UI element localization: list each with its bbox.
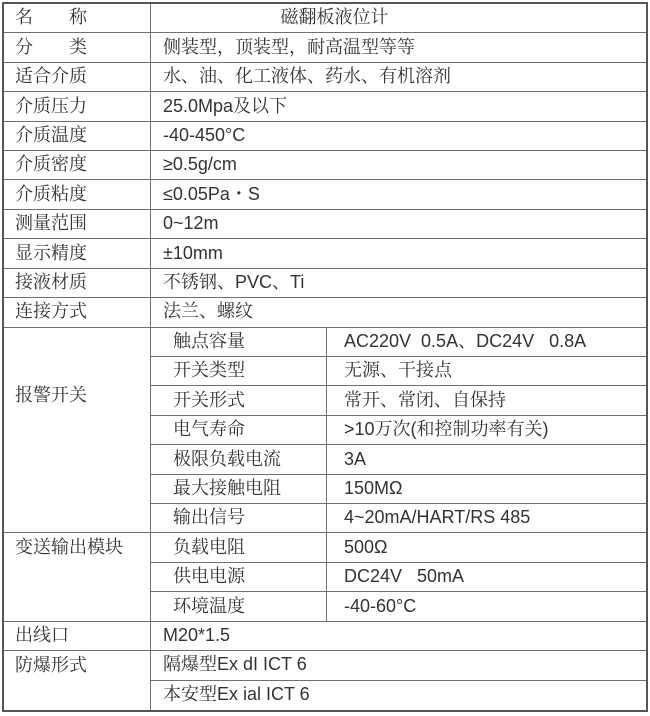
load-resistance-value: 500Ω <box>326 533 646 562</box>
name-label: 名 称 <box>4 4 150 33</box>
switch-type-label: 开关类型 <box>150 357 326 386</box>
display-accuracy-value: ±10mm <box>150 239 646 268</box>
intrinsically-safe-type-value: 本安型Ex ial ICT 6 <box>150 681 646 710</box>
output-signal-label: 输出信号 <box>150 504 326 533</box>
medium-density-value: ≥0.5g/cm <box>150 151 646 180</box>
switch-form-label: 开关形式 <box>150 386 326 415</box>
medium-temperature-label: 介质温度 <box>4 122 150 151</box>
category-value: 侧装型，顶装型，耐高温型等等 <box>150 33 646 62</box>
load-resistance-label: 负载电阻 <box>150 533 326 562</box>
power-supply-label: 供电电源 <box>150 563 326 592</box>
medium-pressure-label: 介质压力 <box>4 92 150 121</box>
category-label: 分 类 <box>4 33 150 62</box>
medium-temperature-value: -40-450°C <box>150 122 646 151</box>
power-supply-value: DC24V 50mA <box>326 563 646 592</box>
transmitter-module-group-label: 变送输出模块 <box>4 533 150 621</box>
electrical-life-value: >10万次(和控制功率有关) <box>326 416 646 445</box>
display-accuracy-label: 显示精度 <box>4 239 150 268</box>
max-contact-resistance-value: 150MΩ <box>326 475 646 504</box>
page <box>0 2 650 716</box>
medium-viscosity-value: ≤0.05Pa・S <box>150 180 646 209</box>
ambient-temperature-label: 环境温度 <box>150 592 326 621</box>
output-signal-value: 4~20mA/HART/RS 485 <box>326 504 646 533</box>
connection-type-label: 连接方式 <box>4 298 150 327</box>
contact-capacity-label: 触点容量 <box>150 328 326 357</box>
wetted-material-label: 接液材质 <box>4 269 150 298</box>
suitable-medium-value: 水、油、化工液体、药水、有机溶剂 <box>150 63 646 92</box>
wetted-material-value: 不锈钢、PVC、Ti <box>150 269 646 298</box>
medium-pressure-value: 25.0Mpa及以下 <box>150 92 646 121</box>
cable-outlet-label: 出线口 <box>4 622 150 651</box>
explosion-proof-group-label: 防爆形式 <box>15 655 87 676</box>
limit-load-current-value: 3A <box>326 445 646 474</box>
electrical-life-label: 电气寿命 <box>150 416 326 445</box>
measuring-range-value: 0~12m <box>150 210 646 239</box>
ambient-temperature-value: -40-60°C <box>326 592 646 621</box>
switch-form-value: 常开、常闭、自保持 <box>326 386 646 415</box>
measuring-range-label: 测量范围 <box>4 210 150 239</box>
cable-outlet-value: M20*1.5 <box>150 622 646 651</box>
medium-density-label: 介质密度 <box>4 151 150 180</box>
flameproof-type-value: 隔爆型Ex dI ICT 6 <box>150 651 646 680</box>
contact-capacity-value: AC220V 0.5A、DC24V 0.8A <box>326 328 646 357</box>
connection-type-value: 法兰、螺纹 <box>150 298 646 327</box>
max-contact-resistance-label: 最大接触电阻 <box>150 475 326 504</box>
name-value: 磁翻板液位计 <box>150 4 646 33</box>
suitable-medium-label: 适合介质 <box>4 63 150 92</box>
switch-type-value: 无源、干接点 <box>326 357 646 386</box>
limit-load-current-label: 极限负载电流 <box>150 445 326 474</box>
alarm-switch-group-label: 报警开关 <box>4 328 150 534</box>
medium-viscosity-label: 介质粘度 <box>4 180 150 209</box>
spec-table <box>2 2 648 712</box>
